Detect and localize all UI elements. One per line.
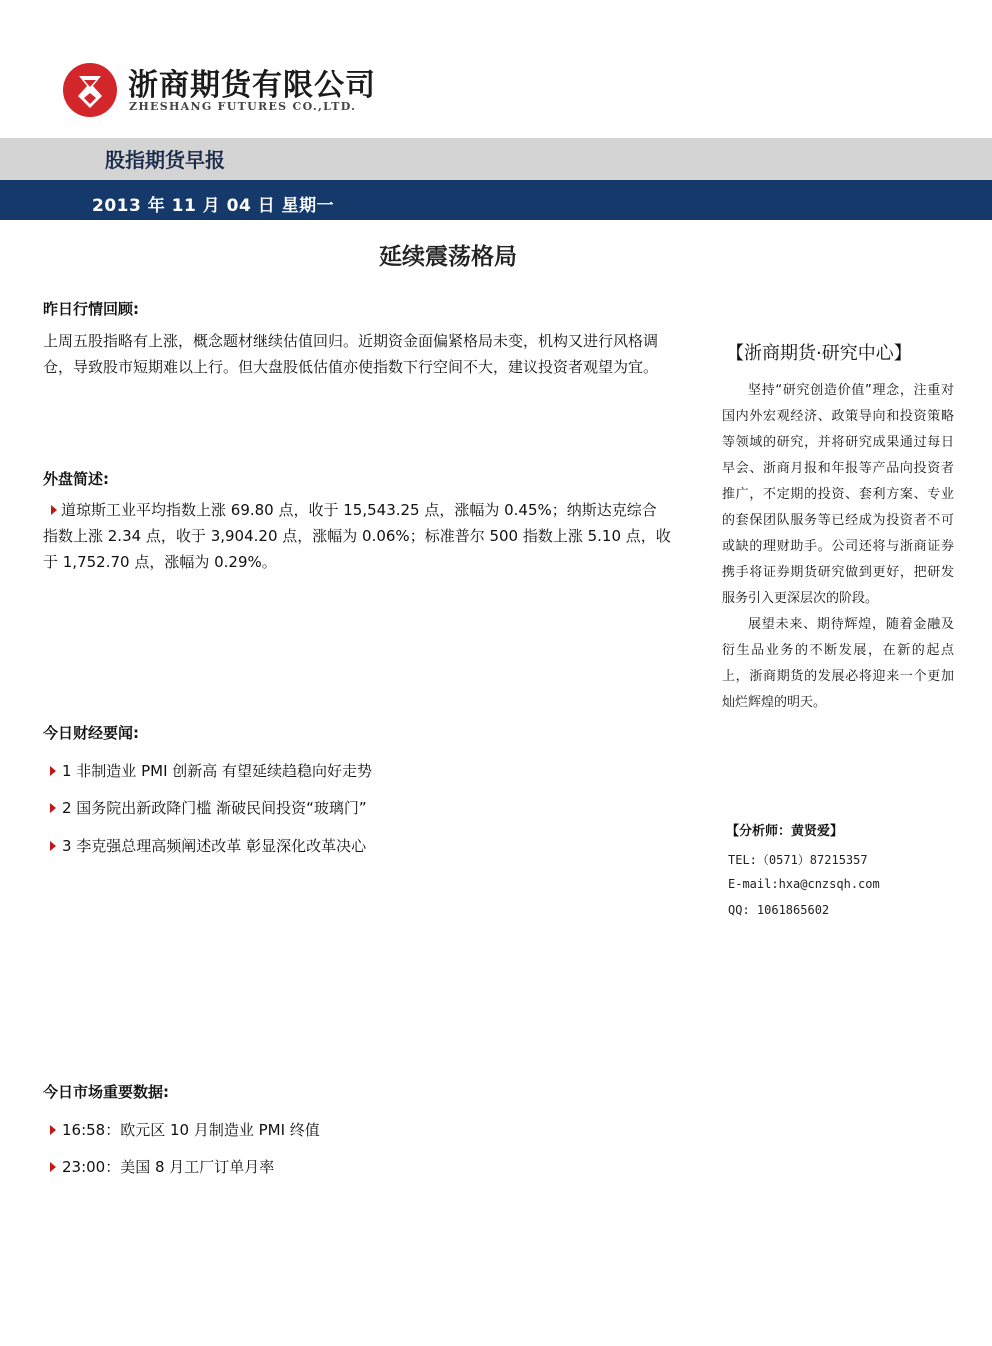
market-data-item: 23:00：美国 8 月工厂订单月率: [50, 1156, 274, 1177]
overseas-text: 道琼斯工业平均指数上涨 69.80 点，收于 15,543.25 点，涨幅为 0.45%；纳斯达克综合指数上涨 2.34 点，收于 3,904.20 点，涨幅为 0.06%；标准普尔 500 指数上涨 5.10 点，收于 1,752.70 点，涨幅为 0.29%。: [43, 501, 671, 571]
bullet-arrow-icon: [50, 1162, 56, 1172]
news-item: 3 李克强总理高频阐述改革 彰显深化改革决心: [50, 835, 366, 856]
news-item: 1 非制造业 PMI 创新高 有望延续趋稳向好走势: [50, 760, 372, 781]
sidebar-title: 【浙商期货·研究中心】: [726, 343, 912, 364]
news-title: 今日财经要闻:: [43, 724, 139, 742]
sidebar-paragraph: 坚持“研究创造价值”理念，注重对国内外宏观经济、政策导向和投资策略等领域的研究，并将研究成果通过每日早会、浙商月报和年报等产品向投资者推广，不定期的投资、套利方案、专业的套保团队服务等已经成为投资者不可或缺的理财助手。公司还将与浙商证券携手将证券期货研究做到更好，把研发服务引入更深层次的阶段。: [722, 383, 954, 606]
bullet-arrow-icon: [51, 505, 57, 515]
bullet-arrow-icon: [50, 803, 56, 813]
company-name-en: ZHESHANG FUTURES CO.,LTD.: [129, 100, 357, 113]
analyst-qq: QQ: 1061865602: [728, 903, 830, 917]
sidebar-body: [722, 378, 954, 716]
news-item: 2 国务院出新政降门槛 渐破民间投资“玻璃门”: [50, 797, 367, 818]
market-data-title: 今日市场重要数据:: [43, 1083, 169, 1101]
analyst-email: E-mail:hxa@cnzsqh.com: [728, 877, 880, 891]
bullet-arrow-icon: [50, 1125, 56, 1135]
analyst-name: 【分析师：黄贤爱】: [726, 824, 844, 839]
market-data-item: 16:58：欧元区 10 月制造业 PMI 终值: [50, 1119, 320, 1140]
analyst-tel: TEL:（0571）87215357: [728, 853, 868, 867]
company-logo-icon: [62, 62, 118, 118]
bullet-arrow-icon: [50, 766, 56, 776]
review-title: 昨日行情回顾:: [43, 300, 139, 318]
report-headline: 延续震荡格局: [379, 244, 517, 270]
sidebar-paragraph: 展望未来、期待辉煌，随着金融及衍生品业务的不断发展，在新的起点上，浙商期货的发展必将迎来一个更加灿烂辉煌的明天。: [722, 617, 954, 710]
review-text: 上周五股指略有上涨，概念题材继续估值回归。近期资金面偏紧格局未变，机构又进行风格调仓，导致股市短期难以上行。但大盘股低估值亦使指数下行空间不大，建议投资者观望为宜。: [43, 332, 659, 376]
company-name-cn: 浙商期货有限公司: [128, 68, 376, 103]
report-type: 股指期货早报: [105, 148, 225, 172]
overseas-title: 外盘简述:: [43, 470, 109, 488]
report-date: 2013 年 11 月 04 日 星期一: [92, 196, 335, 216]
bullet-arrow-icon: [50, 841, 56, 851]
